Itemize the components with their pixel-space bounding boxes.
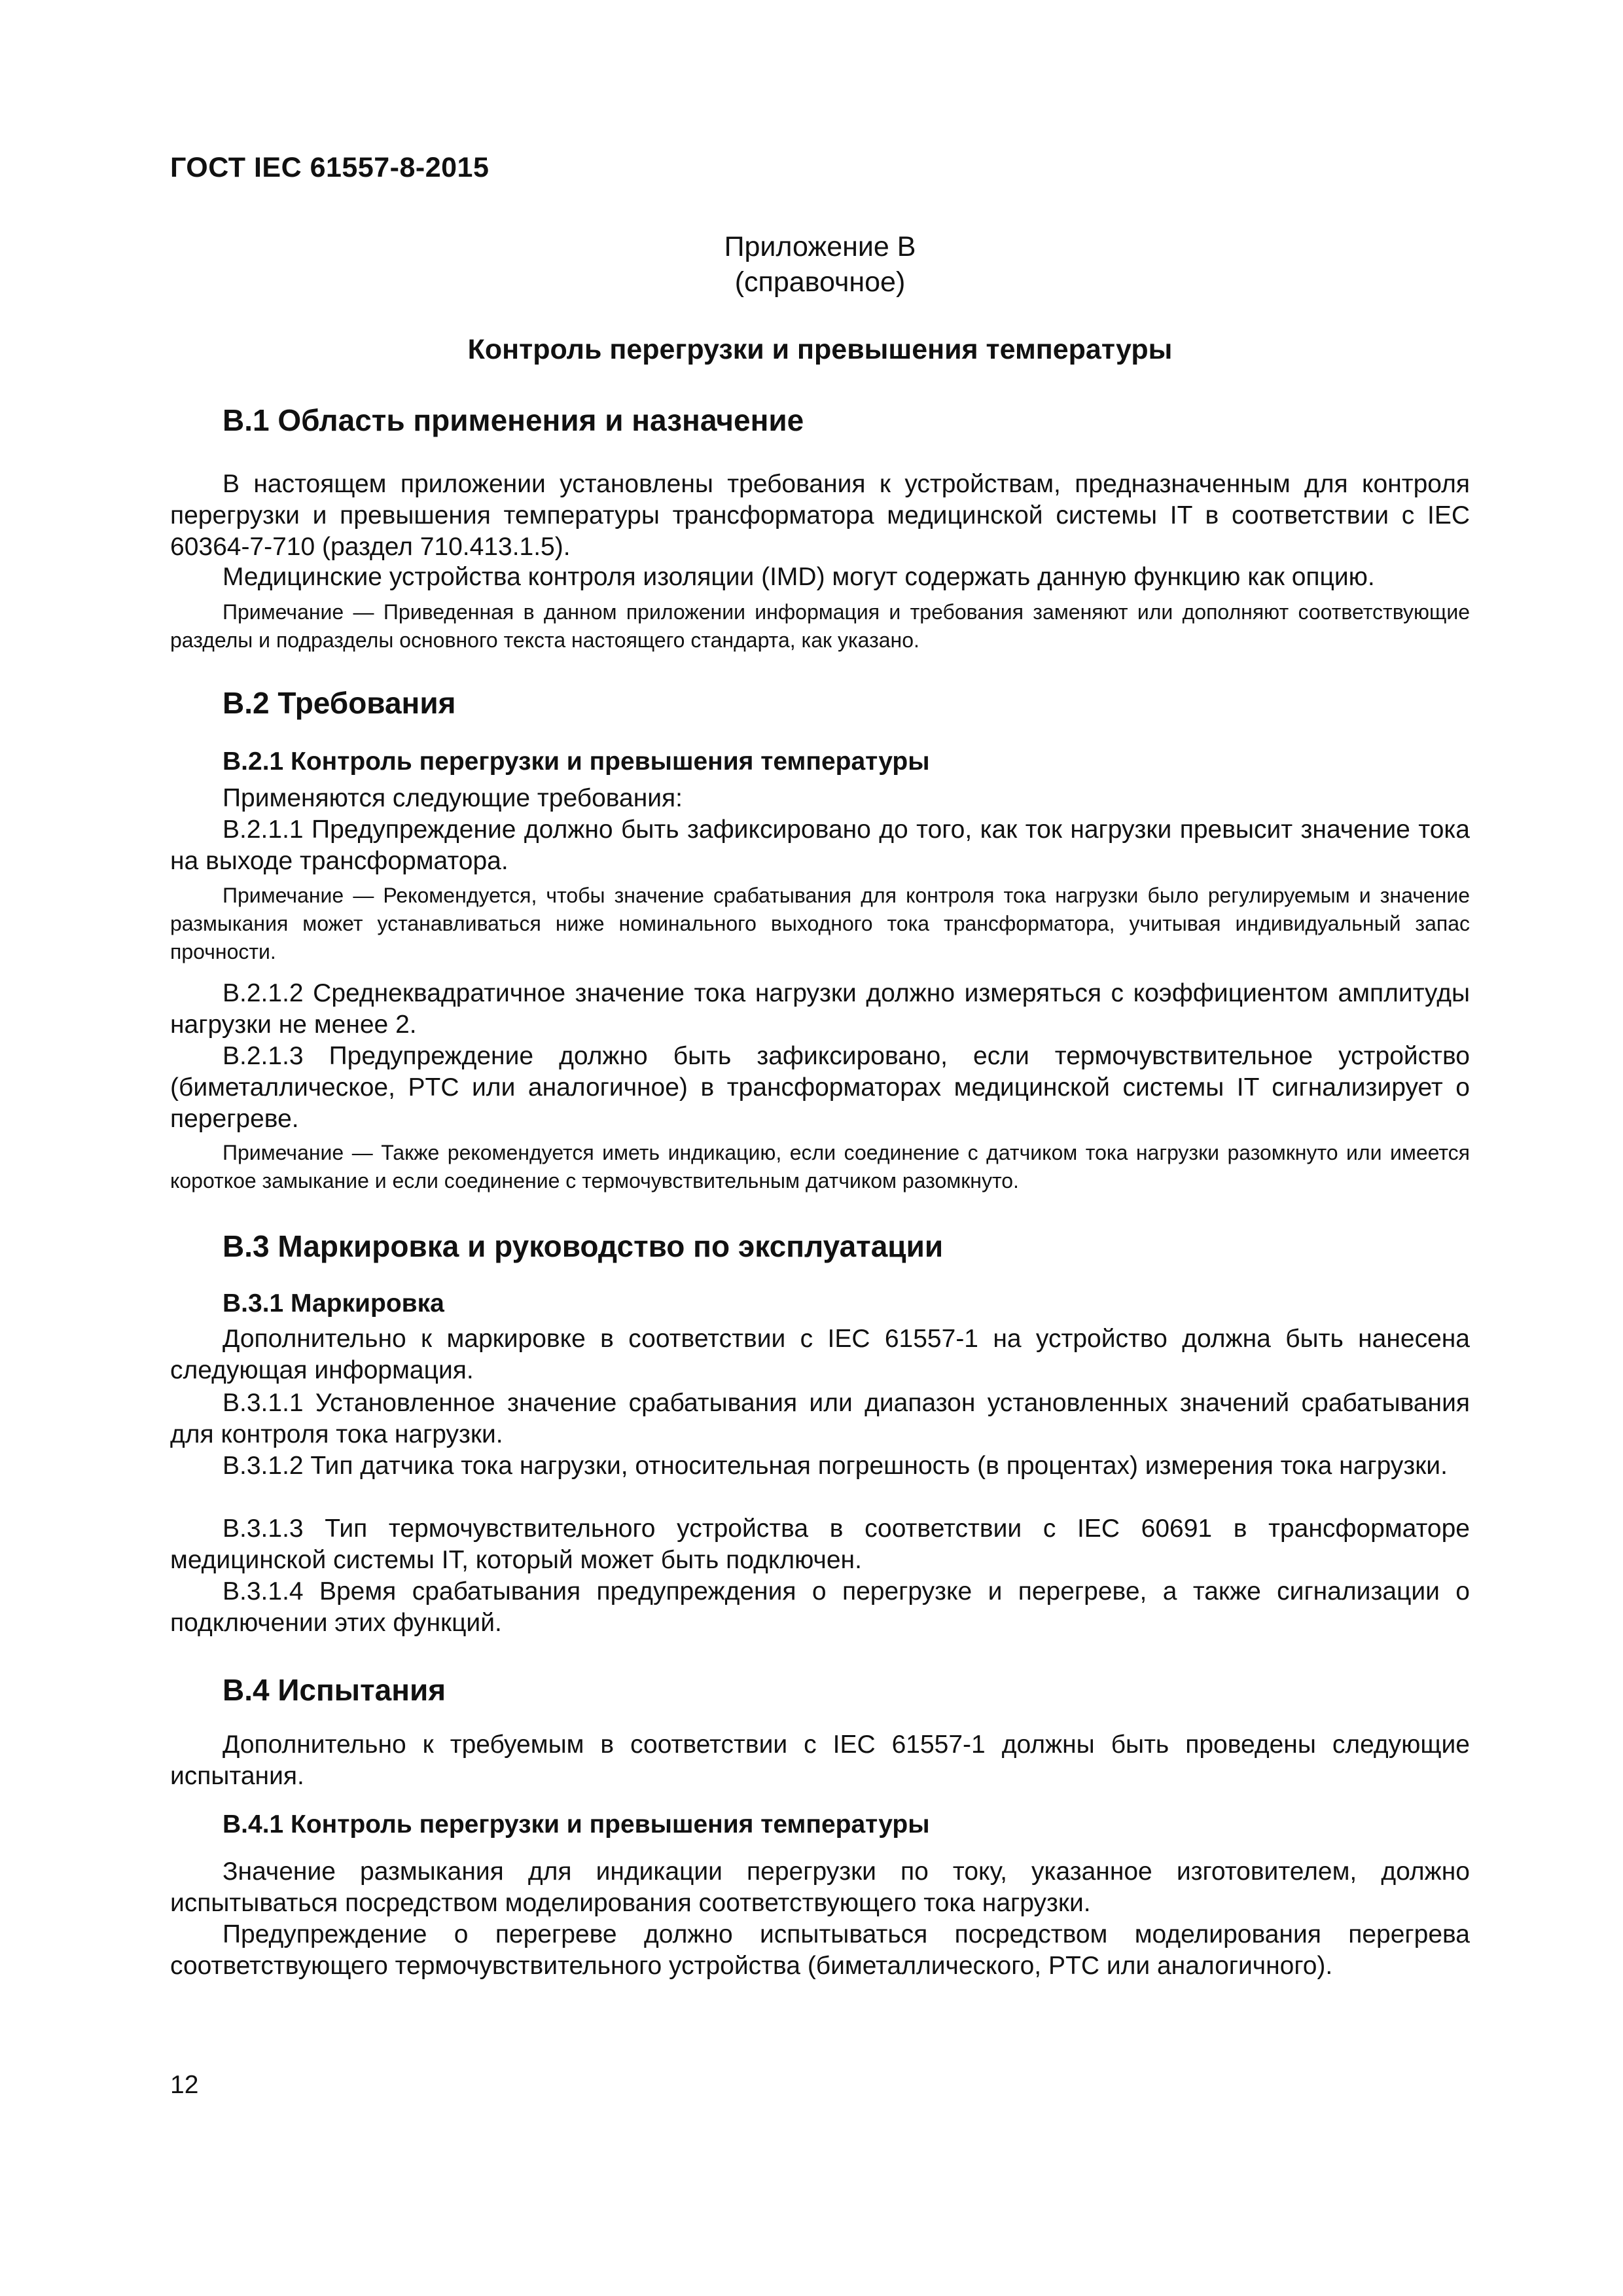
paragraph-b4-intro: Дополнительно к требуемым в соответствии с IEC 61557-1 должны быть проведены следующие испытания. — [170, 1731, 1470, 1790]
paragraph-b312: В.3.1.2 Тип датчика тока нагрузки, относительная погрешность (в процентах) измерения тока нагрузки. — [223, 1452, 1448, 1480]
paragraph-b41-2: Предупреждение о перегреве должно испытываться посредством моделирования перегрева соответствующего термочувствительного устройства (биметаллического, PTC или аналогичного). — [170, 1920, 1470, 1980]
appendix-kind: (справочное) — [734, 266, 906, 298]
section-heading-b1: В.1 Область применения и назначение — [223, 403, 804, 437]
subsection-heading-b31: В.3.1 Маркировка — [223, 1289, 444, 1318]
paragraph-b41-1: Значение размыкания для индикации перегрузки по току, указанное изготовителем, должно испытываться посредством моделирования соответствующего тока нагрузки. — [170, 1857, 1470, 1917]
note-b2-2: Примечание — Также рекомендуется иметь индикацию, если соединение с датчиком тока нагрузки разомкнуто или имеется короткое замыкание и если соединение с термочувствительным датчиком разомкнуто. — [170, 1141, 1470, 1193]
note-b2-1: Примечание — Рекомендуется, чтобы значение срабатывания для контроля тока нагрузки было регулируемым и значение размыкания может устанавливаться ниже номинального выходного тока трансформатора, учитывая индивидуальный запас прочности. — [170, 884, 1470, 963]
paragraph-b314: В.3.1.4 Время срабатывания предупреждения о перегрузке и перегреве, а также сигнализации о подключении этих функций. — [170, 1577, 1470, 1637]
paragraph-b313: В.3.1.3 Тип термочувствительного устройства в соответствии с IEC 60691 в трансформаторе медицинской системы IT, который может быть подключен. — [170, 1515, 1470, 1574]
section-heading-b2: В.2 Требования — [223, 686, 456, 720]
paragraph-b2-intro: Применяются следующие требования: — [223, 784, 683, 812]
appendix-label: Приложение В — [724, 231, 916, 262]
document-id: ГОСТ IEC 61557-8-2015 — [170, 152, 490, 183]
document-page — [170, 0, 1470, 2296]
paragraph-b1-1: В настоящем приложении установлены требования к устройствам, предназначенным для контроля перегрузки и превышения температуры трансформатора медицинской системы IT в соответствии с IEC 60364-7-710 (раздел 710.413.1.5). — [170, 470, 1470, 561]
note-b1: Примечание — Приведенная в данном приложении информация и требования заменяют или дополняют соответствующие разделы и подразделы основного текста настоящего стандарта, как указано. — [170, 600, 1470, 652]
subsection-heading-b41: В.4.1 Контроль перегрузки и превышения температуры — [223, 1810, 930, 1839]
paragraph-b212: В.2.1.2 Среднеквадратичное значение тока нагрузки должно измеряться с коэффициентом амплитуды нагрузки не менее 2. — [170, 979, 1470, 1039]
appendix-heading — [170, 229, 1470, 300]
page-number: 12 — [170, 2071, 199, 2099]
paragraph-b3-intro: Дополнительно к маркировке в соответствии с IEC 61557-1 на устройство должна быть нанесена следующая информация. — [170, 1325, 1470, 1384]
paragraph-b213: В.2.1.3 Предупреждение должно быть зафиксировано, если термочувствительное устройство (биметаллическое, PTC или аналогичное) в трансформаторах медицинской системы IT сигнализирует о перегреве. — [170, 1042, 1470, 1133]
section-heading-b4: В.4 Испытания — [223, 1673, 446, 1707]
paragraph-b211: В.2.1.1 Предупреждение должно быть зафиксировано до того, как ток нагрузки превысит значение тока на выходе трансформатора. — [170, 816, 1470, 875]
paragraph-b311: В.3.1.1 Установленное значение срабатывания или диапазон установленных значений срабатывания для контроля тока нагрузки. — [170, 1389, 1470, 1448]
appendix-title: Контроль перегрузки и превышения температуры — [467, 334, 1173, 365]
paragraph-b1-2: Медицинские устройства контроля изоляции (IMD) могут содержать данную функцию как опцию. — [223, 563, 1375, 591]
section-heading-b3: В.3 Маркировка и руководство по эксплуатации — [223, 1229, 944, 1263]
subsection-heading-b21: В.2.1 Контроль перегрузки и превышения температуры — [223, 747, 930, 776]
